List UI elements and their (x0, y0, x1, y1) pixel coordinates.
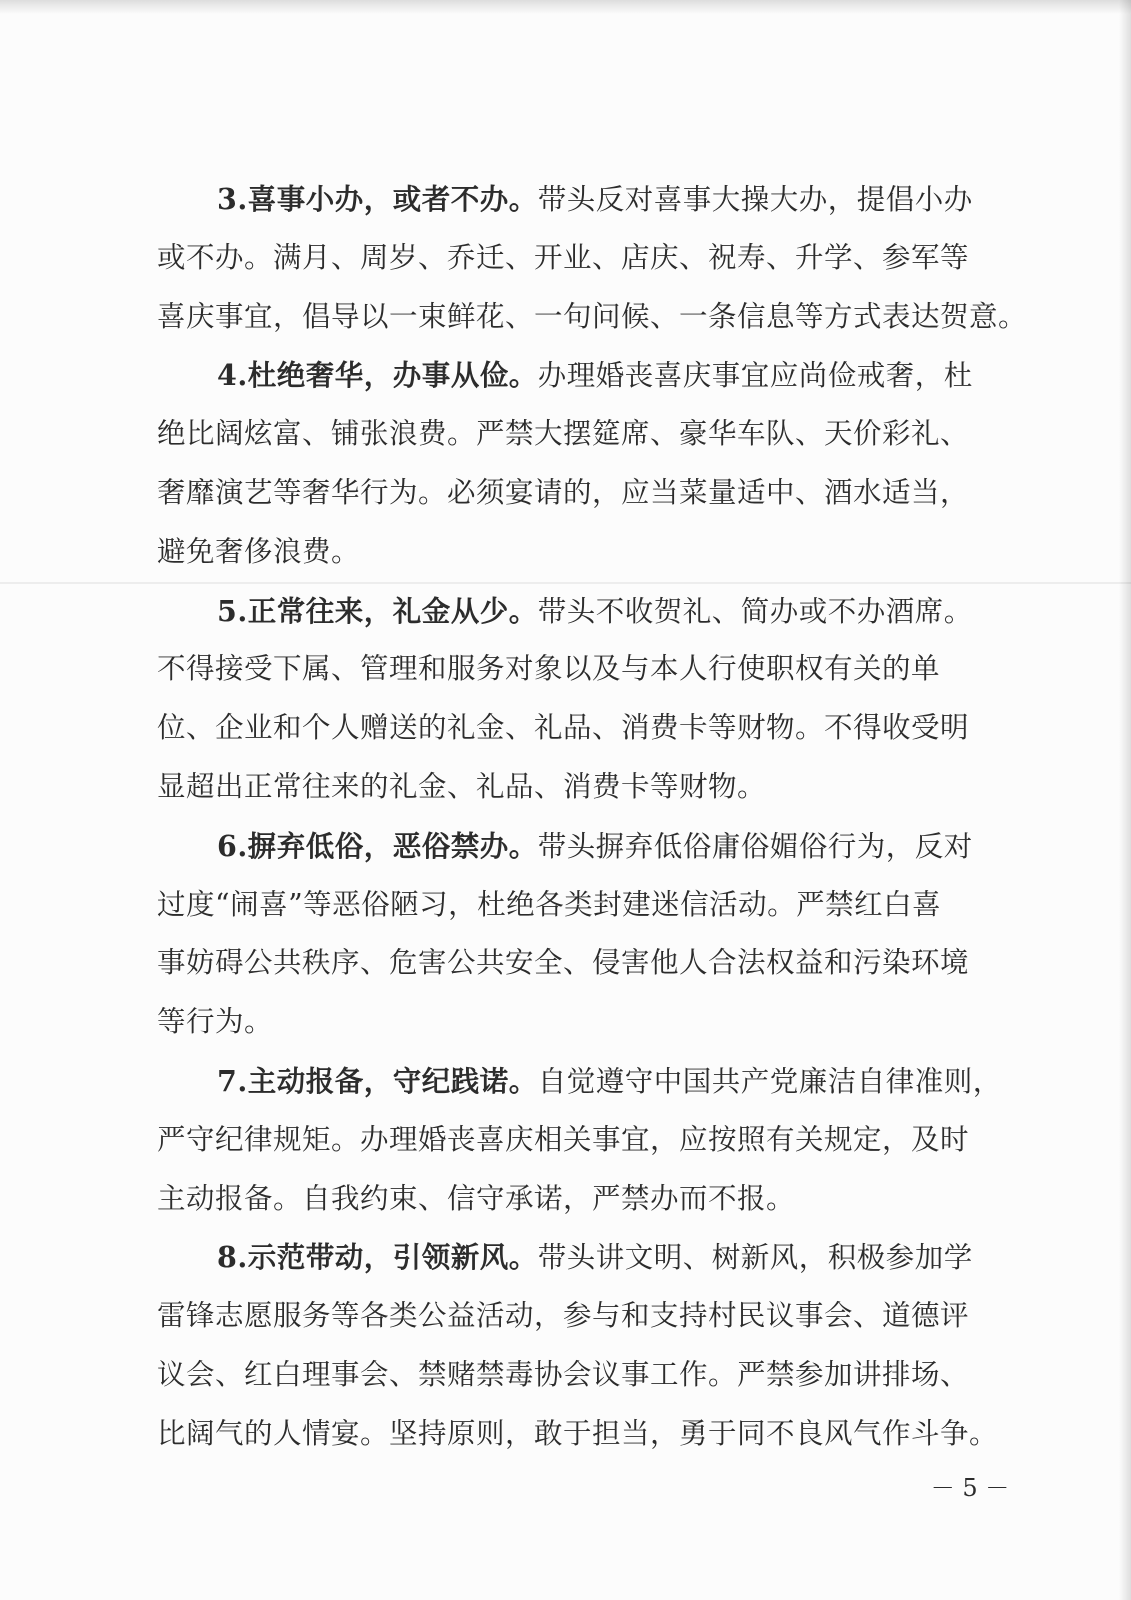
paragraph-line: 或不办。满月、周岁、乔迁、开业、店庆、祝寿、升学、参军等 (157, 240, 970, 274)
paragraph-line: 事妨碍公共秩序、危害公共安全、侵害他人合法权益和污染环境 (157, 946, 970, 980)
paragraph-heading: 8.示范带动，引领新风。 (217, 1240, 538, 1275)
paragraph-line (157, 582, 1017, 641)
paragraph-line: 奢靡演艺等奢华行为。必须宴请的，应当菜量适中、酒水适当， (157, 475, 970, 509)
paragraph-text: 带头摒弃低俗庸俗媚俗行为，反对 (537, 829, 973, 863)
paragraph-line (157, 170, 1017, 229)
paragraph-heading: 5.正常往来，礼金从少。 (217, 593, 538, 628)
paragraph-line: 严守纪律规矩。办理婚丧喜庆相关事宜，应按照有关规定，及时 (157, 1122, 970, 1156)
paragraph-line: 显超出正常往来的礼金、礼品、消费卡等财物。 (157, 769, 767, 803)
paragraph-line: 绝比阔炫富、铺张浪费。严禁大摆筵席、豪华车队、天价彩礼、 (157, 417, 970, 451)
paragraph-line (157, 817, 1017, 876)
paragraph-line: 喜庆事宜，倡导以一束鲜花、一句问候、一条信息等方式表达贺意。 (157, 299, 1028, 333)
scan-top-shadow (0, 0, 1131, 14)
body-text (157, 170, 1028, 1464)
paragraph-line: 不得接受下属、管理和服务对象以及与本人行使职权有关的单 (157, 652, 941, 686)
paragraph-line (157, 1052, 1017, 1111)
paragraph-line: 主动报备。自我约束、信守承诺，严禁办而不报。 (157, 1181, 796, 1215)
paragraph-text: 带头讲文明、树新风，积极参加学 (537, 1241, 973, 1275)
paragraph-line: 等行为。 (157, 1005, 274, 1039)
paragraph-text: 办理婚丧喜庆事宜应尚俭戒奢，杜 (537, 359, 973, 393)
paragraph-heading: 4.杜绝奢华，办事从俭。 (217, 358, 538, 393)
paragraph-line: 雷锋志愿服务等各类公益活动，参与和支持村民议事会、道德评 (157, 1299, 970, 1333)
paragraph-heading: 6.摒弃低俗，恶俗禁办。 (217, 828, 538, 863)
paragraph-line: 避免奢侈浪费。 (157, 534, 361, 568)
paragraph-line: 过度“闹喜”等恶俗陋习，杜绝各类封建迷信活动。严禁红白喜 (157, 887, 942, 921)
paragraph-line: 议会、红白理事会、禁赌禁毒协会议事工作。严禁参加讲排场、 (157, 1357, 970, 1391)
paragraph-line: 比阔气的人情宴。坚持原则，敢于担当，勇于同不良风气作斗争。 (157, 1416, 999, 1450)
paragraph-line: 位、企业和个人赠送的礼金、礼品、消费卡等财物。不得收受明 (157, 711, 970, 745)
scan-right-edge (1119, 0, 1131, 1600)
paragraph-text: 自觉遵守中国共产党廉洁自律准则， (537, 1064, 1002, 1098)
paragraph-text: 带头不收贺礼、简办或不办酒席。 (537, 594, 973, 628)
paragraph-heading: 7.主动报备，守纪践诺。 (217, 1063, 538, 1098)
paragraph-line (157, 1228, 1017, 1287)
page-number: － 5 － (930, 1474, 1010, 1502)
paragraph-line (157, 346, 1017, 405)
paragraph-text: 带头反对喜事大操大办，提倡小办 (537, 183, 973, 216)
paragraph-heading: 3.喜事小办，或者不办。 (217, 182, 538, 216)
